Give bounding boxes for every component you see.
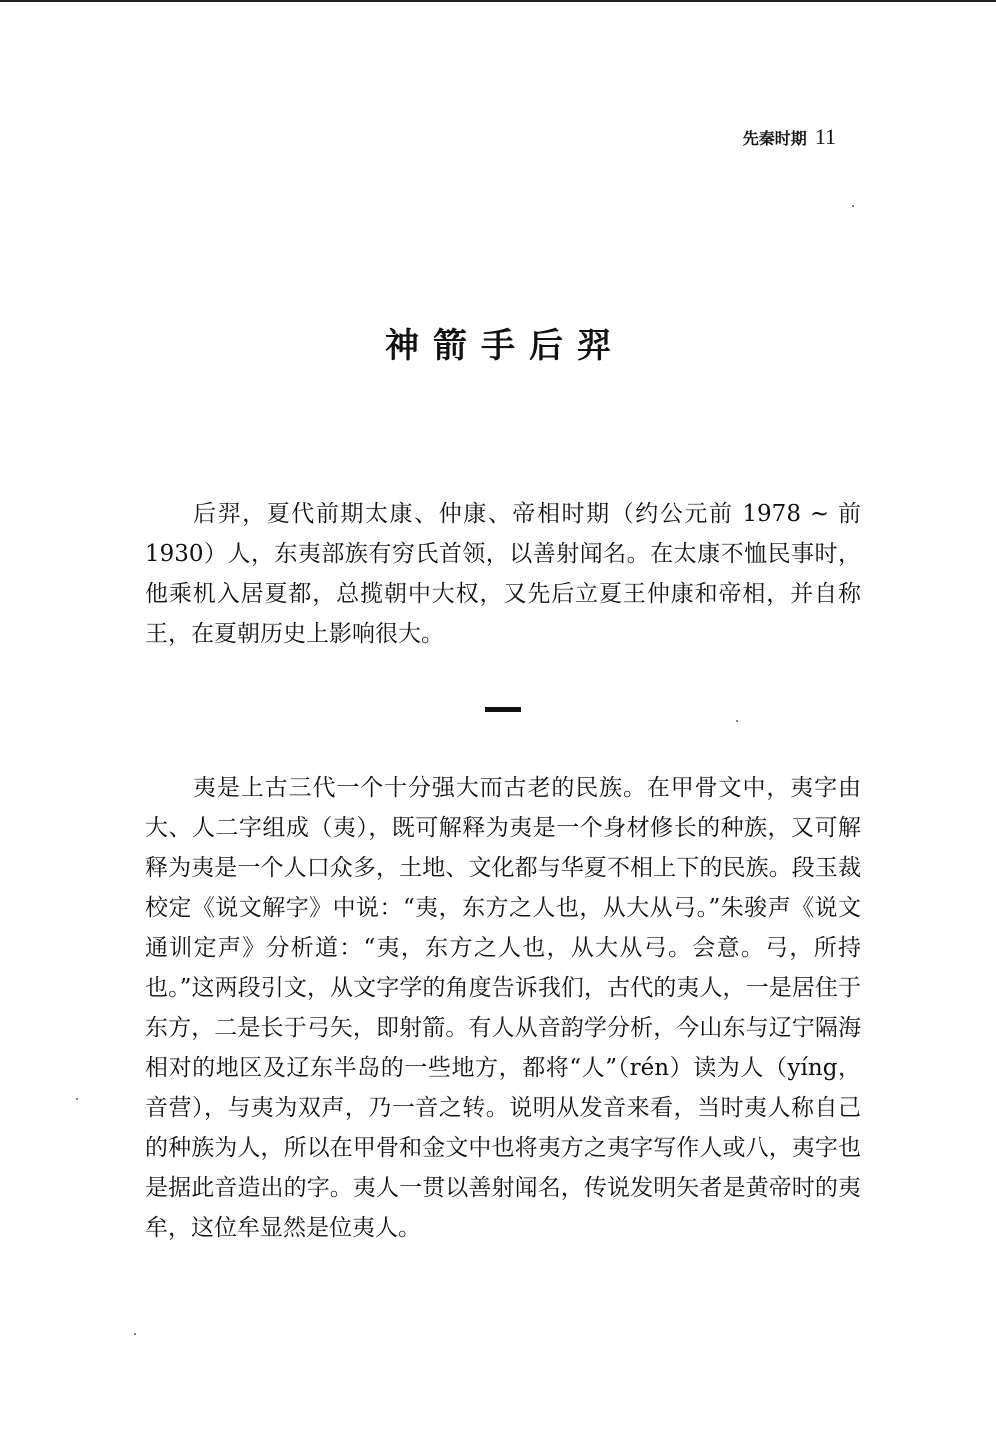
section-marker-one [485, 707, 521, 712]
running-head [743, 124, 836, 150]
scan-speck [76, 1098, 78, 1100]
page-number: 11 [814, 124, 836, 149]
scan-speck [736, 720, 738, 722]
running-head-section: 先秦时期 [742, 129, 807, 148]
scan-speck [134, 1333, 136, 1335]
intro-paragraph: 后羿，夏代前期太康、仲康、帝相时期（约公元前 1978 ~ 前 1930）人，东夷部族有穷氏首领，以善射闻名。在太康不恤民事时，他乘机入居夏都，总揽朝中大权，又先后立夏王仲康和帝相，并自称王，在夏朝历史上影响很大。 [145, 501, 861, 647]
scan-speck [852, 205, 854, 207]
chapter-title: 神箭手后羿 [385, 326, 625, 366]
top-border-rule [0, 0, 996, 2]
body-paragraph: 夷是上古三代一个十分强大而古老的民族。在甲骨文中，夷字由大、人二字组成（夷），既可解释为夷是一个身材修长的种族，又可解释为夷是一个人口众多，土地、文化都与华夏不相上下的民族。段玉裁校定《说文解字》中说：“夷，东方之人也，从大从弓。”朱骏声《说文通训定声》分析道：“夷，东方之人也，从大从弓。会意。弓，所持也。”这两段引文，从文字学的角度告诉我们，古代的夷人，一是居住于东方，二是长于弓矢，即射箭。有人从音韵学分析，今山东与辽宁隔海相对的地区及辽东半岛的一些地方，都将“人”（rén）读为人（yíng，音营），与夷为双声，乃一音之转。说明从发音来看，当时夷人称自己的种族为人，所以在甲骨和金文中也将夷方之夷字写作人或八，夷字也是据此音造出的字。夷人一贯以善射闻名，传说发明矢者是黄帝时的夷牟，这位牟显然是位夷人。 [145, 775, 861, 1241]
